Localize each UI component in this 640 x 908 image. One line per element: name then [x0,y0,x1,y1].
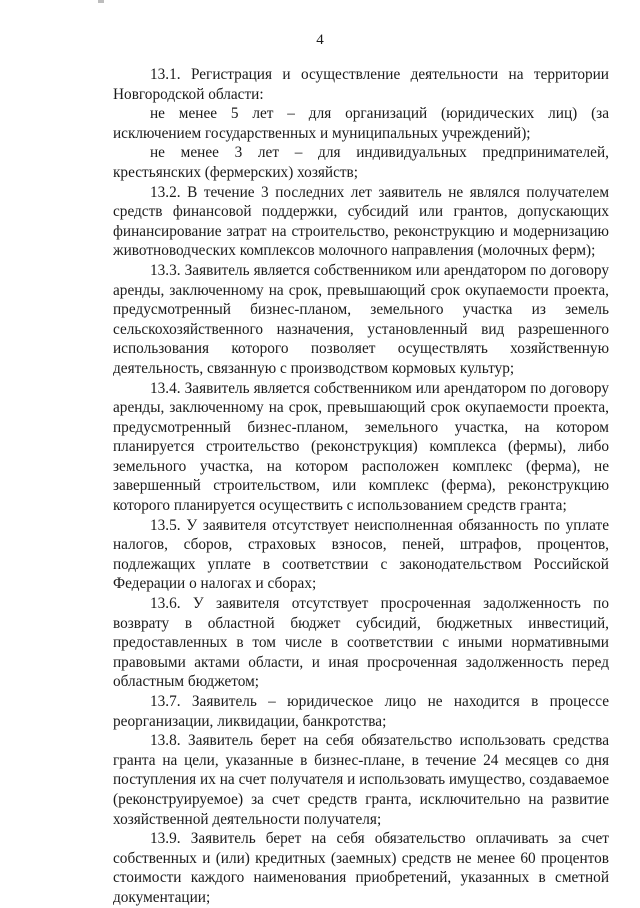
paragraph-13-8: 13.8. Заявитель берет на себя обязательство использовать средства гранта на цели, указанные в бизнес-плане, в течение 24 месяцев со дня поступления их на счет получателя и использовать имущество, создаваемое (реконструируемое) за счет средств гранта, исключительно на развитие хозяйственной деятельности получателя; [113,732,609,828]
paragraph-13-4: 13.4. Заявитель является собственником или арендатором по договору аренды, заключенному на срок, превышающий срок окупаемости проекта, предусмотренный бизнес-планом, земельного участка, на котором планируется строительство (реконструкция) комплекса (фермы), либо земельного участка, на котором расположен комплекс (ферма), не завершенный строительством, или комплекс (ферма), реконструкцию которого планируется осуществить с использованием средств гранта; [113,379,609,515]
paragraph-13-1: 13.1. Регистрация и осуществление деятельности на территории Новгородской области: [113,66,609,103]
paragraph-13-1-organizations: не менее 5 лет – для организаций (юридических лиц) (за исключением государственных и муниципальных учреждений); [113,105,609,142]
paragraph-13-6: 13.6. У заявителя отсутствует просроченная задолженность по возврату в областной бюджет субсидий, бюджетных инвестиций, предоставленных в том числе в соответствии с иными нормативными правовыми актами области, и иная просроченная задолженность перед областным бюджетом; [113,595,609,691]
paragraph-13-9: 13.9. Заявитель берет на себя обязательство оплачивать за счет собственных и (или) кредитных (заемных) средств не менее 60 процентов стоимости каждого наименования приобретений, указанных в сметной документации; [113,830,609,906]
paragraph-13-5: 13.5. У заявителя отсутствует неисполненная обязанность по уплате налогов, сборов, страховых взносов, пеней, штрафов, процентов, подлежащих уплате в соответствии с законодательством Российской Федерации о налогах и сборах; [113,516,609,593]
scan-artifact [98,0,104,3]
paragraph-13-2: 13.2. В течение 3 последних лет заявитель не являлся получателем средств финансовой поддержки, субсидий или грантов, допускающих финансирование затрат на строительство, реконструкцию и модернизацию животноводческих комплексов молочного направления (молочных ферм); [113,183,609,260]
page-number: 4 [316,32,324,48]
document-body [113,65,609,908]
paragraph-13-3: 13.3. Заявитель является собственником или арендатором по договору аренды, заключенному на срок, превышающий срок окупаемости проекта, предусмотренный бизнес-планом, земельного участка из земель сельскохозяйственного назначения, установленный вид разрешенного использования которого позволяет осуществлять хозяйственную деятельность, связанную с производством кормовых культур; [113,261,609,377]
paragraph-13-7: 13.7. Заявитель – юридическое лицо не находится в процессе реорганизации, ликвидации, банкротства; [113,693,609,730]
paragraph-13-1-entrepreneurs: не менее 3 лет – для индивидуальных предпринимателей, крестьянских (фермерских) хозяйств; [113,144,609,181]
